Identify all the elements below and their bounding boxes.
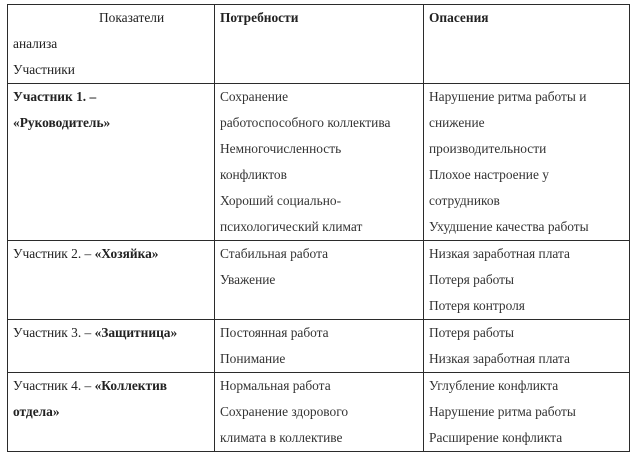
header-needs-label: Потребности	[220, 10, 299, 25]
header-participants-label: Участники	[13, 62, 75, 77]
participant-role: «Руководитель»	[13, 115, 111, 130]
need-item: Постоянная работа	[220, 325, 329, 340]
participant-name	[13, 241, 214, 267]
header-indicators-label: Показатели	[99, 10, 165, 25]
participant-name	[13, 320, 214, 346]
header-fears-label: Опасения	[429, 10, 489, 25]
need-item: Уважение	[220, 272, 276, 287]
participant-prefix: Участник 4. –	[13, 378, 95, 393]
table-row-participant-1	[8, 84, 630, 241]
need-item: Стабильная работа	[220, 246, 329, 261]
fear-item: Низкая заработная плата	[429, 351, 570, 366]
table-row-participant-4	[8, 373, 630, 452]
need-item: Немногочисленность	[220, 141, 342, 156]
participant-name: Участник 1. –	[13, 89, 97, 104]
needs-cell	[215, 373, 424, 452]
fears-cell	[424, 373, 630, 452]
table-row-participant-2	[8, 241, 630, 320]
participant-cell	[8, 241, 215, 320]
need-item: конфликтов	[220, 167, 287, 182]
need-item: Нормальная работа	[220, 378, 331, 393]
need-item: Сохранение здорового	[220, 404, 349, 419]
needs-cell	[215, 84, 424, 241]
participant-name	[13, 373, 214, 399]
fear-item: Ухудшение качества работы	[429, 219, 589, 234]
needs-cell	[215, 320, 424, 373]
participant-role: «Защитница»	[94, 325, 178, 340]
header-analysis-label: анализа	[13, 36, 58, 51]
fear-item: Потеря работы	[429, 325, 515, 340]
fear-item: Потеря работы	[429, 272, 515, 287]
participant-cell	[8, 373, 215, 452]
participant-prefix: Участник 2. –	[13, 246, 95, 261]
fear-item: Низкая заработная плата	[429, 246, 570, 261]
fear-item: Нарушение ритма работы	[429, 404, 576, 419]
table-row-participant-3	[8, 320, 630, 373]
fear-item: Потеря контроля	[429, 298, 525, 313]
fear-item: Расширение конфликта	[429, 430, 563, 445]
need-item: Хороший социально-	[220, 193, 342, 208]
analysis-table	[7, 4, 630, 452]
fear-item: снижение	[429, 115, 485, 130]
participant-cell	[8, 84, 215, 241]
fears-cell	[424, 320, 630, 373]
fear-item: производительности	[429, 141, 547, 156]
participant-cell	[8, 320, 215, 373]
need-item: психологический климат	[220, 219, 363, 234]
fear-item: Углубление конфликта	[429, 378, 559, 393]
participant-role: «Коллектив	[94, 378, 168, 393]
table-header-row	[8, 5, 630, 84]
fear-item: сотрудников	[429, 193, 500, 208]
header-cell-indicators	[8, 5, 215, 84]
fear-item: Плохое настроение у	[429, 167, 549, 182]
needs-cell	[215, 241, 424, 320]
participant-prefix: Участник 3. –	[13, 325, 95, 340]
fears-cell	[424, 84, 630, 241]
need-item: работоспособного коллектива	[220, 115, 391, 130]
need-item: Понимание	[220, 351, 286, 366]
participant-role-continued: отдела»	[13, 404, 60, 419]
need-item: климата в коллективе	[220, 430, 343, 445]
fears-cell	[424, 241, 630, 320]
header-cell-needs	[215, 5, 424, 84]
need-item: Сохранение	[220, 89, 289, 104]
participant-role: «Хозяйка»	[94, 246, 159, 261]
fear-item: Нарушение ритма работы и	[429, 89, 587, 104]
header-cell-fears	[424, 5, 630, 84]
